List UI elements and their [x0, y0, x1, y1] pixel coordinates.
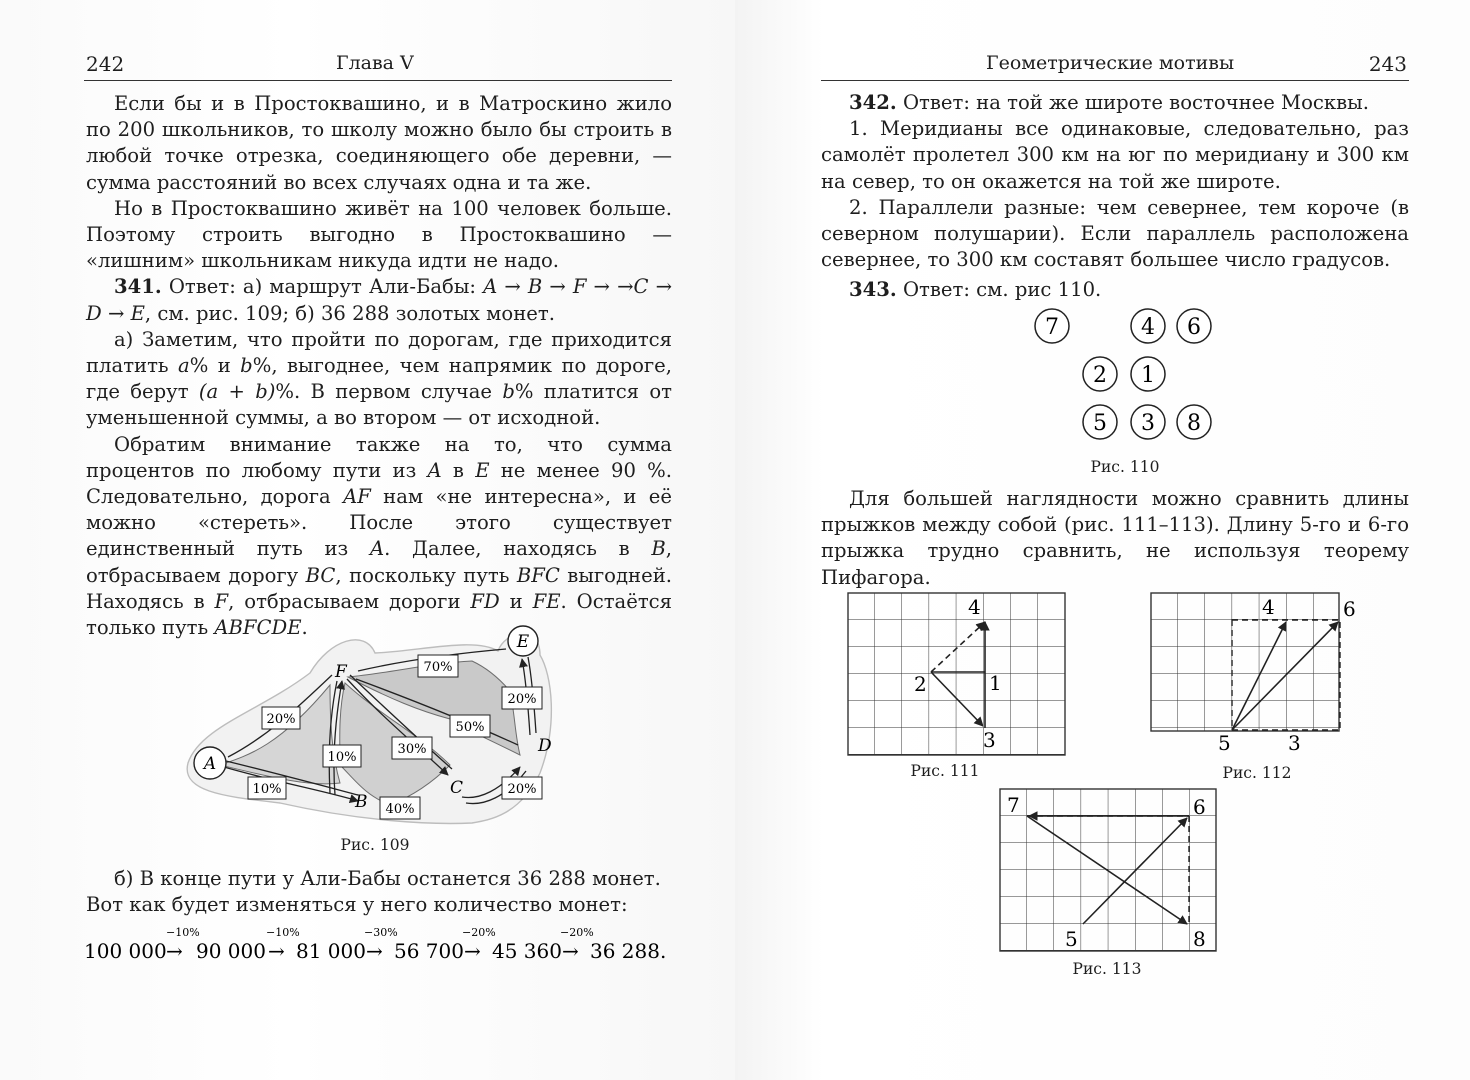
svg-text:→: →	[464, 939, 481, 963]
chain-value: 56 700	[394, 939, 464, 963]
figure-109-road-map	[180, 615, 570, 830]
grid-label: 5	[1065, 927, 1078, 951]
node-B: B	[355, 792, 368, 812]
figure-113-grid	[999, 788, 1221, 958]
node-C: C	[450, 778, 464, 798]
caption-fig-111: Рис. 111	[910, 762, 980, 780]
svg-text:10%: 10%	[327, 750, 357, 765]
svg-text:→: →	[166, 939, 183, 963]
problem-341-answer: 341. Ответ: а) маршрут Али-Бабы: A → B → F → →C → D → E, см. рис. 109; б) 36 288 золотых монет.	[86, 275, 672, 325]
page-number-right: 243	[1368, 52, 1407, 76]
node-E	[508, 626, 538, 656]
paragraph-jumps: Для большей наглядности можно сравнить длины прыжков между собой (рис. 111–113). Длину 5-го и 6-го прыжка трудно сравнить, не используя теорему Пифагора.	[821, 487, 1409, 589]
part-b-text	[86, 866, 672, 918]
chain-step: −20%	[462, 926, 496, 939]
svg-text:A: A	[203, 754, 217, 774]
chain-value: 45 360	[492, 939, 562, 963]
caption-fig-112: Рис. 112	[1222, 764, 1292, 782]
grid-label: 8	[1193, 927, 1206, 951]
svg-text:20%: 20%	[507, 782, 537, 797]
node-D: D	[538, 736, 552, 756]
figure-110-circles	[1030, 306, 1220, 446]
paragraph-prostokvashino-1: Если бы и в Простоквашино, и в Матроскино жило по 200 школьников, то школу можно было бы строить в любой точке отрезка, соединяющего обе деревни, — сумма расстояний во всех случаях одна и та же.	[86, 92, 672, 194]
grid-label: 5	[1218, 731, 1231, 755]
svg-text:20%: 20%	[507, 692, 537, 707]
grid-label: 4	[1262, 595, 1275, 619]
caption-fig-110: Рис. 110	[1090, 458, 1160, 476]
section-title: Геометрические мотивы	[986, 52, 1235, 74]
problem-number: 342.	[849, 91, 897, 114]
grid-label: 6	[1343, 597, 1356, 621]
circle-number: 8	[1187, 411, 1201, 436]
paragraph-part-b-1: б) В конце пути у Али-Бабы останется 36 288 монет.	[114, 867, 661, 890]
paragraph-attention: Обратим внимание также на то, что сумма процентов по любому пути из A в E не менее 90 %. Следовательно, дорога AF нам «не интересна», и её можно «стереть». После этого существует единственный путь из A. Далее, находясь в B, отбрасываем дорогу BC, поскольку путь BFC выгодней. Находясь в F, отбрасываем дороги FD и FE. Остаётся только путь ABFCDE.	[86, 432, 672, 640]
caption-fig-113: Рис. 113	[1072, 960, 1142, 978]
chain-step: −10%	[266, 926, 300, 939]
chapter-title: Глава V	[336, 52, 414, 74]
svg-text:E: E	[516, 632, 530, 652]
paragraph-part-b-2: Вот как будет изменяться у него количество монет:	[86, 893, 628, 917]
svg-text:40%: 40%	[385, 802, 415, 817]
problem-342-answer: 342. Ответ: на той же широте восточнее Москвы.	[849, 91, 1369, 114]
caption-fig-109: Рис. 109	[340, 836, 410, 854]
chain-step: −20%	[560, 926, 594, 939]
chain-value: 100 000	[84, 939, 167, 963]
route: A → B → F → →C → D → E	[86, 275, 672, 325]
grid-label: 7	[1007, 793, 1020, 817]
grid-label: 6	[1193, 795, 1206, 819]
svg-text:→: →	[562, 939, 579, 963]
problem-number: 343.	[849, 278, 897, 302]
svg-text:70%: 70%	[423, 660, 453, 675]
problem-343-answer: 343. Ответ: см. рис 110.	[849, 278, 1102, 302]
circle-number: 7	[1045, 315, 1059, 340]
svg-text:20%: 20%	[266, 712, 296, 727]
circle-number: 4	[1141, 315, 1155, 340]
svg-text:→: →	[366, 939, 383, 963]
grid-label: 2	[914, 672, 927, 696]
circle-number: 3	[1141, 411, 1155, 436]
circle-number: 1	[1141, 363, 1155, 388]
chain-value: 81 000	[296, 939, 366, 963]
chain-step: −10%	[166, 926, 200, 939]
grid-label: 4	[968, 595, 981, 619]
chain-value: 36 288.	[590, 939, 667, 963]
running-head-right	[821, 48, 1409, 81]
svg-text:10%: 10%	[252, 782, 282, 797]
paragraph-meridians: 1. Меридианы все одинаковые, следовательно, раз самолёт пролетел 300 км на юг по меридиану и 300 км на север, то он окажется на той же широте.	[821, 117, 1409, 193]
grid-label: 3	[983, 728, 996, 752]
figure-111-grid	[847, 592, 1069, 758]
running-head-left	[84, 48, 672, 81]
node-F: F	[335, 662, 347, 682]
circle-number: 2	[1093, 363, 1107, 388]
svg-text:30%: 30%	[397, 742, 427, 757]
chain-step: −30%	[364, 926, 398, 939]
problem-number: 341.	[114, 275, 162, 299]
circle-number: 6	[1187, 315, 1201, 340]
chain-value: 90 000	[196, 939, 266, 963]
paragraph-part-a: а) Заметим, что пройти по дорогам, где приходится платить a% и b%, выгоднее, чем напрямик по дороге, где берут (a + b)%. В первом случае b% платится от уменьшенной суммы, а во втором — от исходной.	[86, 327, 672, 430]
paragraph-parallels: 2. Параллели разные: чем севернее, тем короче (в северном полушарии). Если параллель расположена севернее, то 300 км составят большее число градусов.	[821, 195, 1409, 272]
svg-text:→: →	[268, 939, 285, 963]
right-page	[735, 0, 1470, 1080]
left-text-block	[86, 91, 672, 641]
page-number-left: 242	[86, 52, 125, 76]
grid-label: 1	[989, 671, 1002, 695]
grid-label: 3	[1288, 731, 1301, 755]
paragraph-prostokvashino-2: Но в Простоквашино живёт на 100 человек больше. Поэтому строить выгодно в Простоквашино — «лишним» школьникам никуда идти не надо.	[86, 196, 672, 273]
node-A	[194, 747, 226, 779]
right-text-block	[821, 90, 1409, 304]
coin-chain	[84, 922, 674, 970]
svg-text:50%: 50%	[455, 720, 485, 735]
jumps-text	[821, 486, 1409, 591]
circle-number: 5	[1093, 411, 1107, 436]
figure-112-grid	[1150, 592, 1372, 758]
